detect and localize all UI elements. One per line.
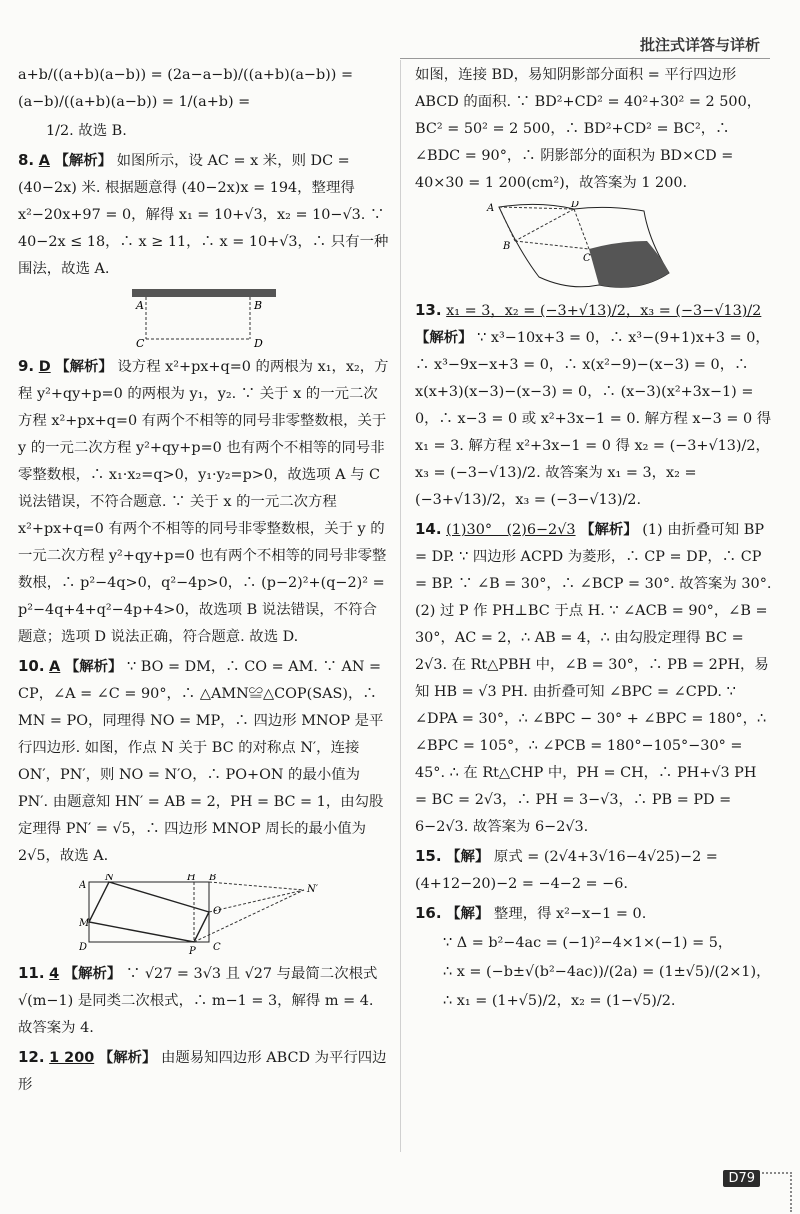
- q13-number: 13.: [415, 301, 442, 319]
- q9-number: 9.: [18, 357, 35, 375]
- label-a: A: [136, 299, 144, 312]
- q11-text: ∵ √27 = 3√3 且 √27 与最简二次根式 √(m−1) 是同类二次根式，∴ m−1 = 3，解得 m = 4. 故答案为 4.: [18, 966, 378, 1036]
- label-d: D: [254, 337, 263, 349]
- q16-line-2: ∵ Δ = b²−4ac = (−1)²−4×1×(−1) = 5，: [443, 935, 733, 951]
- segment-dc: [574, 209, 589, 249]
- label-n: N: [105, 874, 114, 883]
- question-11: [18, 960, 390, 1042]
- label-d: D: [571, 201, 580, 210]
- label-o: O: [213, 906, 222, 917]
- label-h: H: [187, 874, 196, 883]
- label-b: B: [209, 874, 217, 883]
- corner-dots-vertical: [790, 1172, 792, 1212]
- q12-answer: 1 200: [49, 1050, 95, 1066]
- q11-number: 11.: [18, 964, 45, 982]
- q14-number: 14.: [415, 520, 442, 538]
- q10-answer: A: [49, 659, 61, 675]
- segment-bc: [515, 241, 589, 249]
- q8-answer: A: [38, 153, 50, 169]
- column-divider: [400, 60, 401, 1152]
- q9-tag: 【解析】: [55, 359, 113, 375]
- left-column: [18, 62, 390, 1101]
- q10-number: 10.: [18, 657, 45, 675]
- label-a: A: [79, 880, 87, 891]
- header-rule: [400, 58, 770, 59]
- label-m: M: [79, 918, 90, 929]
- parallelogram-mnop: [89, 882, 209, 942]
- q8-figure: [124, 287, 284, 349]
- label-d: D: [79, 942, 88, 953]
- q14-answer: (1)30° (2)6−2√3: [446, 522, 576, 538]
- q12-figure: [479, 201, 709, 293]
- q11-answer: 4: [49, 966, 60, 982]
- q8-number: 8.: [18, 151, 35, 169]
- right-column: [415, 62, 773, 1017]
- q13-text: ∵ x³−10x+3 = 0，∴ x³−(9+1)x+3 = 0，∴ x³−9x−x+3 = 0，∴ x(x²−9)−(x−3) = 0，∴ x(x+3)(x−3)−(x−3) = 0，∴ (x−3)(x²+3x−1) = 0，∴ x−3 = 0 或 x²+3x−1 = 0. 解方程 x−3 = 0 得 x₁ = 3. 解方程 x²+3x−1 = 0 得 x₂ = (−3+√13)/2，x₃ = (−3−√13)/2. 故答案为 x₁ = 3，x₂ = (−3+√13)/2，x₃ = (−3−√13)/2.: [415, 330, 772, 508]
- intro-line-1: a+b/((a+b)(a−b)) = (2a−a−b)/((a+b)(a−b)) = (a−b)/((a+b)(a−b)) = 1/(a+b) =: [18, 67, 354, 110]
- question-9: [18, 353, 390, 651]
- q12-text: 由题易知四边形 ABCD 为平行四边形: [18, 1050, 387, 1093]
- segment-bd: [515, 209, 574, 241]
- q13-answer: x₁ = 3，x₂ = (−3+√13)/2，x₃ = (−3−√13)/2: [446, 303, 762, 319]
- shaded-region: [589, 241, 669, 287]
- q8-text: 如图所示，设 AC = x 米，则 DC = (40−2x) 米. 根据题意得 (40−2x)x = 194，整理得 x²−20x+97 = 0，解得 x₁ = 10+√3，x₂ = 10−√3. ∵ 40−2x ≤ 18，∴ x ≥ 11，∴ x = 10+√3，∴ 只有一种围法，故选 A.: [18, 153, 389, 277]
- segment-pn-prime: [194, 890, 304, 942]
- question-16: [415, 900, 773, 928]
- segment-bn-prime: [209, 882, 304, 890]
- question-15: [415, 843, 773, 898]
- q9-answer: D: [38, 359, 51, 375]
- q12-continued: 如图，连接 BD，易知阴影部分面积 = 平行四边形 ABCD 的面积. ∵ BD²+CD² = 40²+30² = 2 500，BC² = 50² = 2 500，∴ BD²+CD² = BC²，∴ ∠BDC = 90°，∴ 阴影部分的面积为 BD×CD = 40×30 = 1 200(cm²)，故答案为 1 200.: [415, 67, 762, 191]
- page-header-title: 批注式详答与详析: [639, 36, 760, 54]
- q12-number: 12.: [18, 1048, 45, 1066]
- q10-text: ∵ BO = DM，∴ CO = AM. ∵ AN = CP，∠A = ∠C = 90°，∴ △AMN≌△COP(SAS)，∴ MN = PO，同理得 NO = MP，∴ 四边形 MNOP 是平行四边形. 如图，作点 N 关于 BC 的对称点 N′，连接 ON′，PN′，则 NO = N′O，∴ PO+ON 的最小值为 PN′. 由题意知 HN′ = AB = 2，PH = BC = 1，由勾股定理得 PN′ = √5，∴ 四边形 MNOP 周长的最小值为 2√5，故选 A.: [18, 659, 384, 864]
- q15-text: 原式 = (2√4+3√16−4√25)−2 = (4+12−20)−2 = −4−2 = −6.: [415, 849, 718, 892]
- q16-line-3: ∴ x = (−b±√(b²−4ac))/(2a) = (1±√5)/(2×1)，: [443, 964, 771, 980]
- q14-tag: 【解析】: [580, 522, 638, 538]
- q9-text: 设方程 x²+px+q=0 的两根为 x₁，x₂，方程 y²+qy+p=0 的两根为 y₁，y₂. ∵ 关于 x 的一元二次方程 x²+px+q=0 有两个不相等的同号非零整数根，关于 y 的一元二次方程 y²+qy+p=0 也有两个不相等的同号非零整数根，∴ x₁·x₂=q>0，y₁·y₂=p>0，故选项 A 与 C 说法错误，不符合题意. ∵ 关于 x 的一元二次方程 x²+px+q=0 有两个不相等的同号非零整数根，关于 y 的一元二次方程 y²+qy+p=0 也有两个不相等的同号非零整数根，∴ p²−4q>0，q²−4p>0，∴ (p−2)²+(q−2)² = p²−4q+4+q²−4p+4>0，故选项 B 说法错误，不符合题意；选项 D 说法正确，符合题意. 故选 D.: [18, 359, 389, 645]
- label-a: A: [487, 203, 495, 214]
- q12-tag: 【解析】: [98, 1050, 157, 1066]
- q15-number: 15.: [415, 847, 442, 865]
- label-c: C: [213, 942, 221, 953]
- intro-line-2: 1/2. 故选 B.: [46, 123, 127, 139]
- segment-on-prime: [209, 890, 304, 912]
- label-c: C: [583, 253, 591, 264]
- q11-tag: 【解析】: [63, 966, 122, 982]
- q16-tag: 【解】: [446, 906, 490, 922]
- q13-tag: 【解析】: [415, 330, 473, 346]
- wall-bar: [132, 289, 276, 297]
- q16-line-4: ∴ x₁ = (1+√5)/2，x₂ = (1−√5)/2.: [443, 993, 676, 1009]
- q14-text: (1) 由折叠可知 BP = DP. ∵ 四边形 ACPD 为菱形，∴ CP = DP，∴ CP = BP. ∵ ∠B = 30°，∴ ∠BCP = 30°. 故答案为 30°. (2) 过 P 作 PH⊥BC 于点 H. ∵ ∠ACB = 90°，∠B = 30°，AC = 2，∴ AB = 4，∴ 由勾股定理得 BC = 2√3. 在 Rt△PBH 中，∠B = 30°，∴ PB = 2PH，易知 HB = √3 PH. 由折叠可知 ∠BPC = ∠CPD. ∵ ∠DPA = 30°，∴ ∠BPC − 30° + ∠BPC = 180°，∴ ∠BPC = 105°，∴ ∠PCB = 180°−105°−30° = 45°. ∴ 在 Rt△CHP 中，PH = CH，∴ PH+√3 PH = BC = 2√3，∴ PH = 3−√3，∴ PB = PD = 6−2√3. 故答案为 6−2√3.: [415, 522, 772, 835]
- label-n-prime: N′: [307, 884, 319, 895]
- question-8: [18, 147, 390, 283]
- question-12: [18, 1044, 390, 1099]
- q8-tag: 【解析】: [54, 153, 113, 169]
- label-b: B: [254, 299, 263, 312]
- q16-number: 16.: [415, 904, 442, 922]
- question-14: [415, 516, 773, 841]
- q10-figure: [79, 874, 329, 956]
- label-b: B: [503, 241, 511, 252]
- question-10: [18, 653, 390, 870]
- label-p: P: [189, 946, 196, 956]
- q15-tag: 【解】: [446, 849, 490, 865]
- q10-tag: 【解析】: [64, 659, 123, 675]
- corner-dots-horizontal: [762, 1172, 792, 1174]
- label-c: C: [136, 337, 145, 349]
- page-number-label: D79: [723, 1170, 760, 1187]
- q16-text: 整理，得 x²−x−1 = 0.: [493, 906, 647, 922]
- question-13: [415, 297, 773, 514]
